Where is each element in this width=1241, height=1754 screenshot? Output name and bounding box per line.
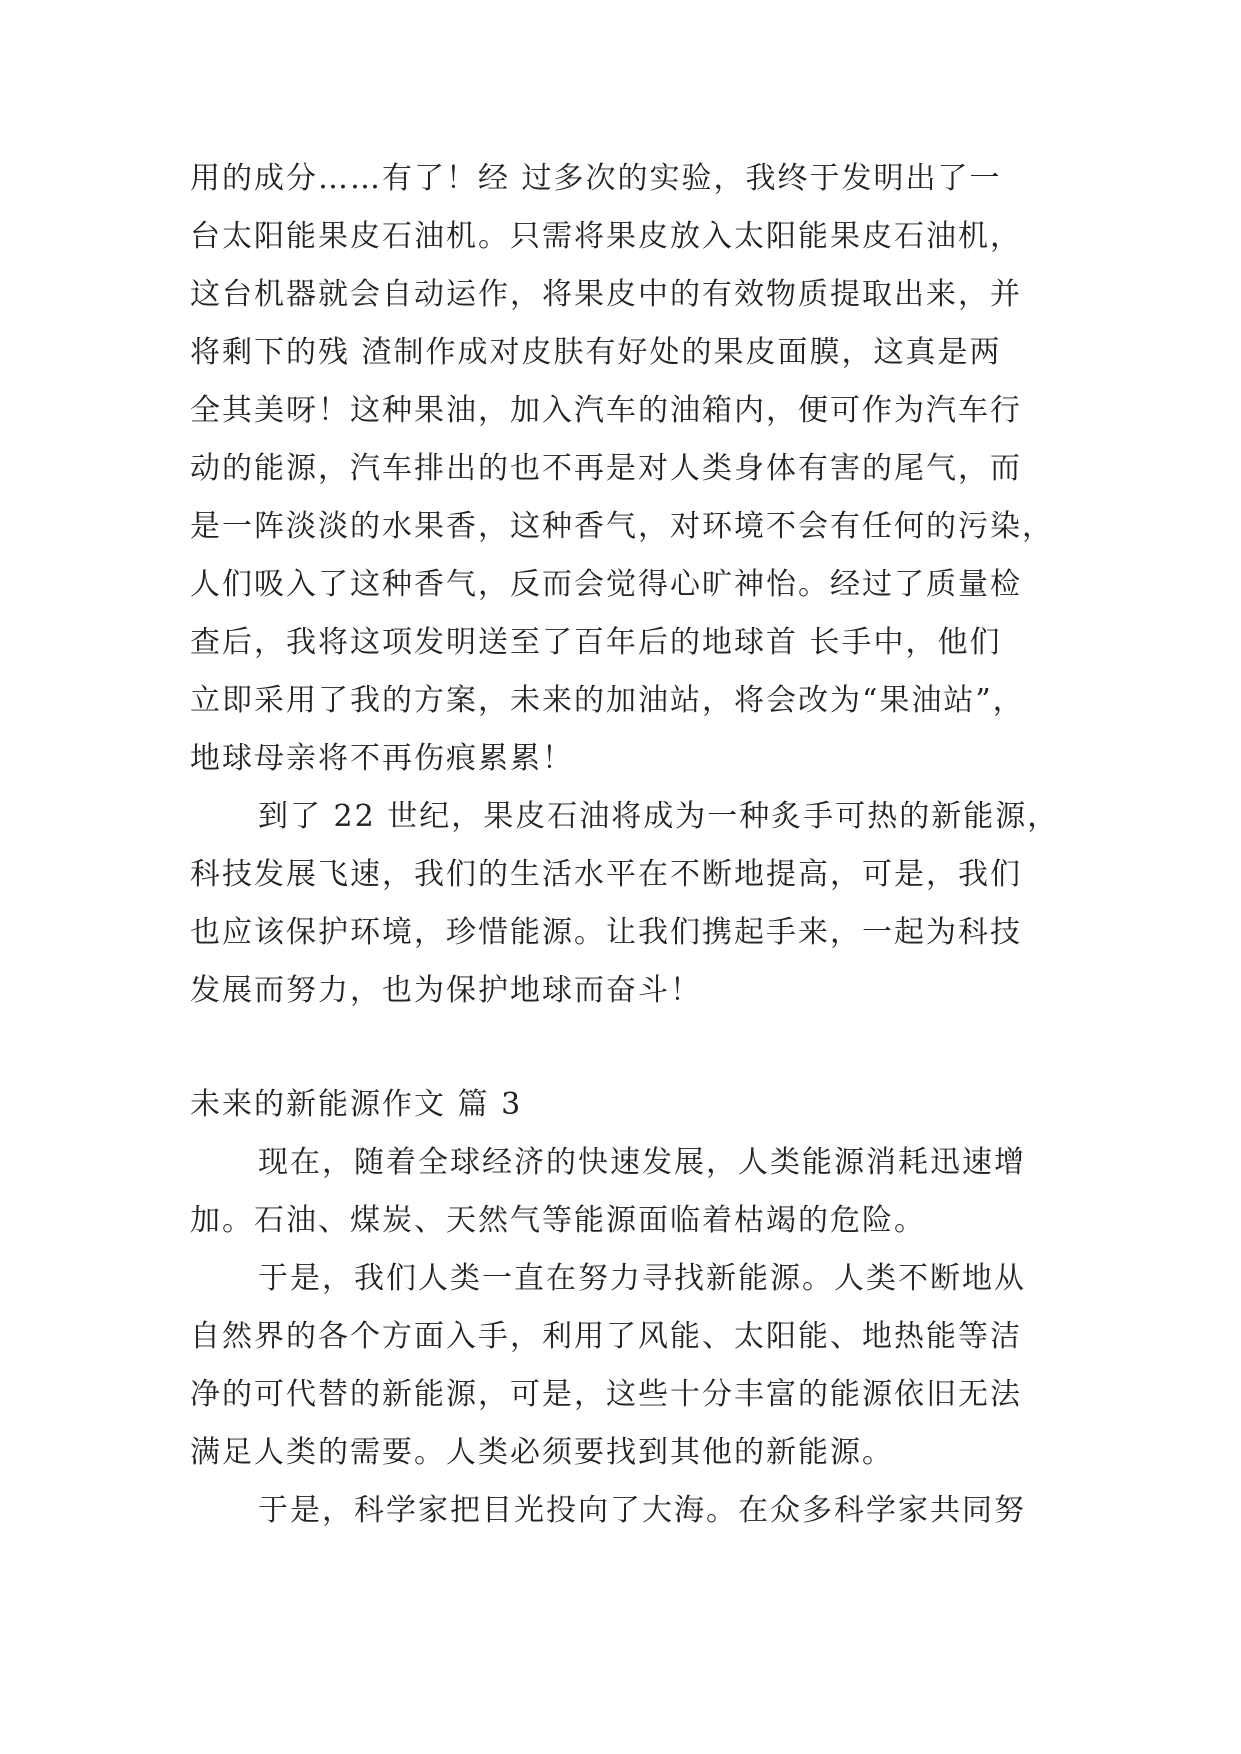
text-line: 将剩下的残 渣制作成对皮肤有好处的果皮面膜，这真是两 <box>190 335 1002 370</box>
text-line: 于是，科学家把目光投向了大海。在众多科学家共同努 <box>258 1493 1026 1528</box>
text-line: 满足人类的需要。人类必须要找到其他的新能源。 <box>190 1435 894 1470</box>
text-line: 动的能源，汽车排出的也不再是对人类身体有害的尾气，而 <box>190 451 1022 486</box>
text-line: 台太阳能果皮石油机。只需将果皮放入太阳能果皮石油机， <box>190 219 1022 254</box>
text-line: 科技发展飞速，我们的生活水平在不断地提高，可是，我们 <box>190 857 1022 892</box>
text-line: 现在，随着全球经济的快速发展，人类能源消耗迅速增 <box>258 1145 1026 1180</box>
text-line: 全其美呀！这种果油，加入汽车的油箱内，便可作为汽车行 <box>190 393 1022 428</box>
text-line: 地球母亲将不再伤痕累累！ <box>190 741 574 776</box>
text-line: 用的成分……有了！经 过多次的实验，我终于发明出了一 <box>190 161 1002 196</box>
text-line: 净的可代替的新能源，可是，这些十分丰富的能源依旧无法 <box>190 1377 1022 1412</box>
section-heading: 未来的新能源作文 篇 3 <box>190 1087 523 1122</box>
text-line: 查后，我将这项发明送至了百年后的地球首 长手中，他们 <box>190 625 1002 660</box>
paragraph-intro <box>190 1134 1070 1250</box>
document-page <box>190 150 1070 1540</box>
paragraph-search <box>190 1250 1070 1482</box>
text-line: 人们吸入了这种香气，反而会觉得心旷神怡。经过了质量检 <box>190 567 1022 602</box>
text-line: 也应该保护环境，珍惜能源。让我们携起手来，一起为科技 <box>190 915 1022 950</box>
text-line: 自然界的各个方面入手，利用了风能、太阳能、地热能等洁 <box>190 1319 1022 1354</box>
text-line: 是一阵淡淡的水果香，这种香气，对环境不会有任何的污染， <box>190 509 1054 544</box>
text-line: 这台机器就会自动运作，将果皮中的有效物质提取出来，并 <box>190 277 1022 312</box>
text-line: 发展而努力，也为保护地球而奋斗！ <box>190 973 702 1008</box>
paragraph-conclusion <box>190 788 1070 1020</box>
text-line: 到了 22 世纪，果皮石油将成为一种炙手可热的新能源， <box>258 799 1060 834</box>
text-line: 于是，我们人类一直在努力寻找新能源。人类不断地从 <box>258 1261 1026 1296</box>
text-line: 立即采用了我的方案，未来的加油站，将会改为“果油站”， <box>190 683 1025 718</box>
text-line: 加。石油、煤炭、天然气等能源面临着枯竭的危险。 <box>190 1203 926 1238</box>
paragraph-ocean <box>190 1482 1070 1540</box>
paragraph-continuation <box>190 150 1070 788</box>
